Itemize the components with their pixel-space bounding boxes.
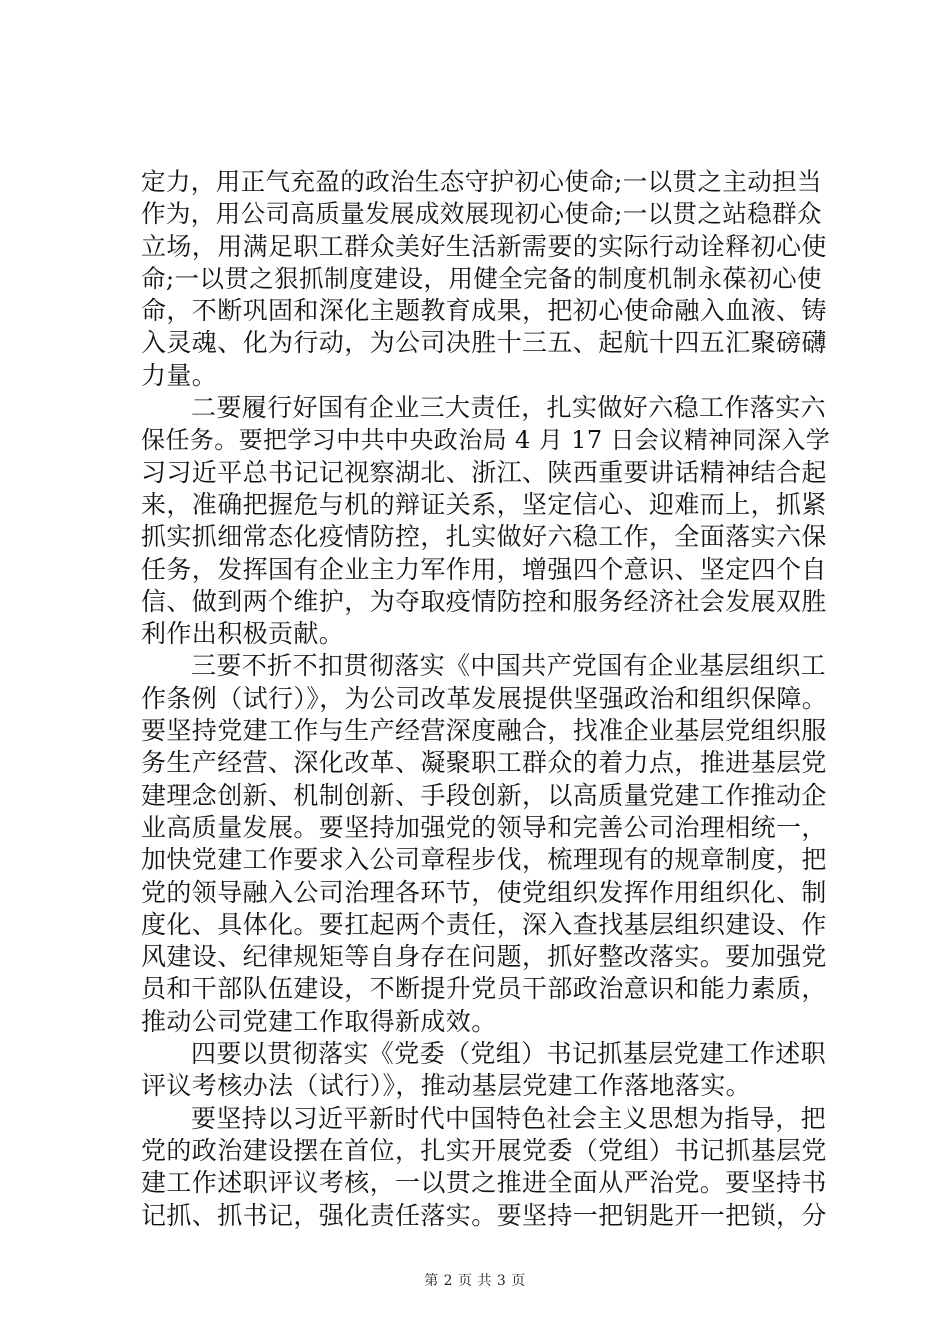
text-line: 定力，用正气充盈的政治生态守护初心使命;一以贯之主动担当 xyxy=(141,167,822,196)
text-line: 业高质量发展。要坚持加强党的领导和完善公司治理相统一， xyxy=(141,812,827,842)
text-line: 来，准确把握危与机的辩证关系，坚定信心、迎难而上，抓紧 xyxy=(141,489,827,519)
text-line: 作为，用公司高质量发展成效展现初心使命;一以贯之站稳群众 xyxy=(141,199,822,229)
text-line: 立场，用满足职工群众美好生活新需要的实际行动诠释初心使 xyxy=(141,231,827,261)
text-line: 力量。 xyxy=(141,360,218,390)
text-line: 命，不断巩固和深化主题教育成果，把初心使命融入血液、铸 xyxy=(141,296,827,326)
text-line: 建理念创新、机制创新、手段创新，以高质量党建工作推动企 xyxy=(141,780,827,810)
page-footer: 第 2 页 共 3 页 xyxy=(424,1273,526,1289)
text-line: 习习近平总书记记视察湖北、浙江、陕西重要讲话精神结合起 xyxy=(141,457,827,487)
text-line: 务生产经营、深化改革、凝聚职工群众的着力点，推进基层党 xyxy=(141,748,827,778)
document-body xyxy=(141,166,831,1232)
text-line: 抓实抓细常态化疫情防控，扎实做好六稳工作，全面落实六保 xyxy=(141,522,827,552)
text-line: 党的领导融入公司治理各环节，使党组织发挥作用组织化、制 xyxy=(141,877,827,907)
text-line: 评议考核办法（试行）》，推动基层党建工作落地落实。 xyxy=(141,1071,752,1101)
paragraph-first-line: 二要履行好国有企业三大责任，扎实做好六稳工作落实六 xyxy=(191,393,827,423)
text-line: 利作出积极贡献。 xyxy=(141,619,345,649)
text-line: 加快党建工作要求入公司章程步伐，梳理现有的规章制度，把 xyxy=(141,845,827,875)
text-line: 要坚持党建工作与生产经营深度融合，找准企业基层党组织服 xyxy=(141,716,827,746)
text-line: 风建设、纪律规矩等自身存在问题，抓好整改落实。要加强党 xyxy=(141,942,827,972)
text-line: 度化、具体化。要扛起两个责任，深入查找基层组织建设、作 xyxy=(141,909,827,939)
text-line: 作条例（试行）》，为公司改革发展提供坚强政治和组织保障。 xyxy=(141,683,828,713)
text-line: 记抓、抓书记，强化责任落实。要坚持一把钥匙开一把锁，分 xyxy=(141,1200,827,1230)
paragraph-first-line: 四要以贯彻落实《党委（党组）书记抓基层党建工作述职 xyxy=(191,1039,827,1069)
paragraph-first-line: 要坚持以习近平新时代中国特色社会主义思想为指导，把 xyxy=(191,1103,827,1133)
text-line: 信、做到两个维护，为夺取疫情防控和服务经济社会发展双胜 xyxy=(141,586,827,616)
text-line: 入灵魂、化为行动，为公司决胜十三五、起航十四五汇聚磅礴 xyxy=(141,328,827,358)
text-line: 命;一以贯之狠抓制度建设，用健全完备的制度机制永葆初心使 xyxy=(141,263,822,293)
text-line: 党的政治建设摆在首位，扎实开展党委（党组）书记抓基层党 xyxy=(141,1135,827,1165)
text-line: 建工作述职评议考核，一以贯之推进全面从严治党。要坚持书 xyxy=(141,1168,827,1198)
text-line: 员和干部队伍建设，不断提升党员干部政治意识和能力素质， xyxy=(141,974,827,1004)
text-line: 任务，发挥国有企业主力军作用，增强四个意识、坚定四个自 xyxy=(141,554,827,584)
paragraph-first-line: 三要不折不扣贯彻落实《中国共产党国有企业基层组织工 xyxy=(191,651,827,681)
text-line: 保任务。要把学习中共中央政治局 4 月 17 日会议精神同深入学 xyxy=(141,426,831,455)
text-line: 推动公司党建工作取得新成效。 xyxy=(141,1006,497,1036)
